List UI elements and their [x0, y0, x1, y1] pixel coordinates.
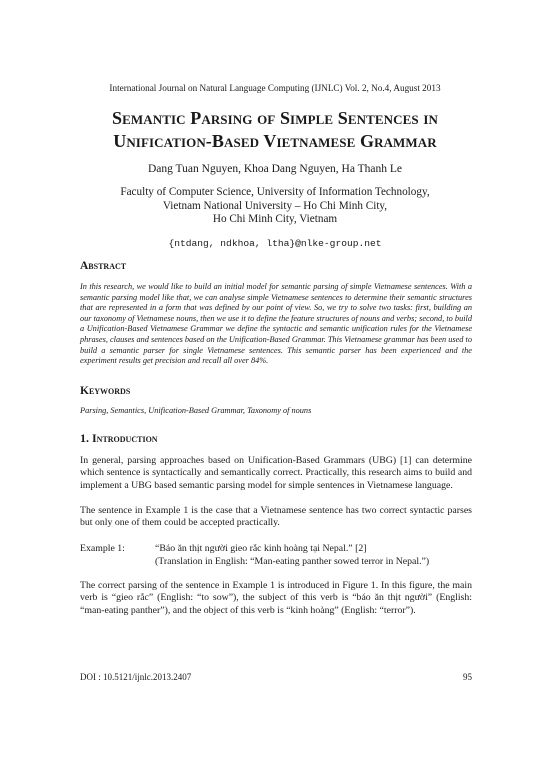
example-translation: (Translation in English: “Man-eating panther sowed terror in Nepal.”)	[155, 556, 430, 567]
keywords-text: Parsing, Semantics, Unification-Based Grammar, Taxonomy of nouns	[80, 406, 312, 415]
title-line-2: Unification-Based Vietnamese Grammar	[113, 131, 437, 151]
author-email: {ntdang, ndkhoa, ltha}@nlke-group.net	[168, 238, 382, 249]
affiliation-line-3: Ho Chi Minh City, Vietnam	[212, 213, 338, 225]
introduction-heading: 1. Introduction	[80, 431, 158, 445]
abstract-heading: Abstract	[80, 260, 127, 272]
title-line-1: Semantic Parsing of Simple Sentences in	[111, 108, 439, 128]
example-label: Example 1:	[80, 543, 125, 554]
example-sentence: “Báo ăn thịt người gieo rắc kinh hoàng tại Nepal.” [2]	[155, 543, 367, 554]
affiliation	[0, 186, 550, 227]
page-number: 95	[463, 672, 472, 682]
affiliation-line-2: Vietnam National University – Ho Chi Minh City,	[162, 199, 388, 212]
footer-doi: DOI : 10.5121/ijnlc.2013.2407	[80, 672, 192, 682]
keywords-heading: Keywords	[80, 385, 131, 397]
paper-title	[60, 107, 490, 153]
intro-paragraph-1: In general, parsing approaches based on Unification-Based Grammars (UBG) [1] can determine which sentence is syntactically and semantically correct. Practically, this research aims to build and implement a UBG based semantic parsing model for simple sentences in Vietnamese language.	[80, 455, 472, 491]
intro-paragraph-2: The sentence in Example 1 is the case that a Vietnamese sentence has two correct syntactic parses but only one of them could be accepted practically.	[80, 505, 472, 529]
intro-paragraph-3: The correct parsing of the sentence in Example 1 is introduced in Figure 1. In this figure, the main verb is “gieo rắc” (English: “to sow”), the subject of this verb is “báo ăn thịt người” (English: “man-eating panther”), and the object of this verb is “kinh hoàng” (English: “terror”).	[80, 580, 472, 616]
authors: Dang Tuan Nguyen, Khoa Dang Nguyen, Ha Thanh Le	[147, 163, 403, 175]
affiliation-line-1: Faculty of Computer Science, University of Information Technology,	[120, 186, 430, 198]
abstract-text: In this research, we would like to build an initial model for semantic parsing of simple Vietnamese sentences. With a semantic parsing model like that, we can analyse simple Vietnamese sentences to determine their semantic structures that are represented in a form that was defined by our point of view. So, we try to solve two tasks: first, building an our taxonomy of Vietnamese nouns, then we use it to define the feature structures of nouns and verbs; second, to build a Unification-Based Vietnamese Grammar we define the syntactic and semantic unification rules for the Vietnamese phrases, clauses and sentences based on the Unification-Based Grammar. This Vietnamese grammar has been used to build a semantic parser for single Vietnamese sentences. This semantic parser has been experienced and the experiment results get precision and recall all over 84%.	[80, 282, 472, 366]
journal-header: International Journal on Natural Language Computing (IJNLC) Vol. 2, No.4, August 2013	[109, 83, 441, 93]
